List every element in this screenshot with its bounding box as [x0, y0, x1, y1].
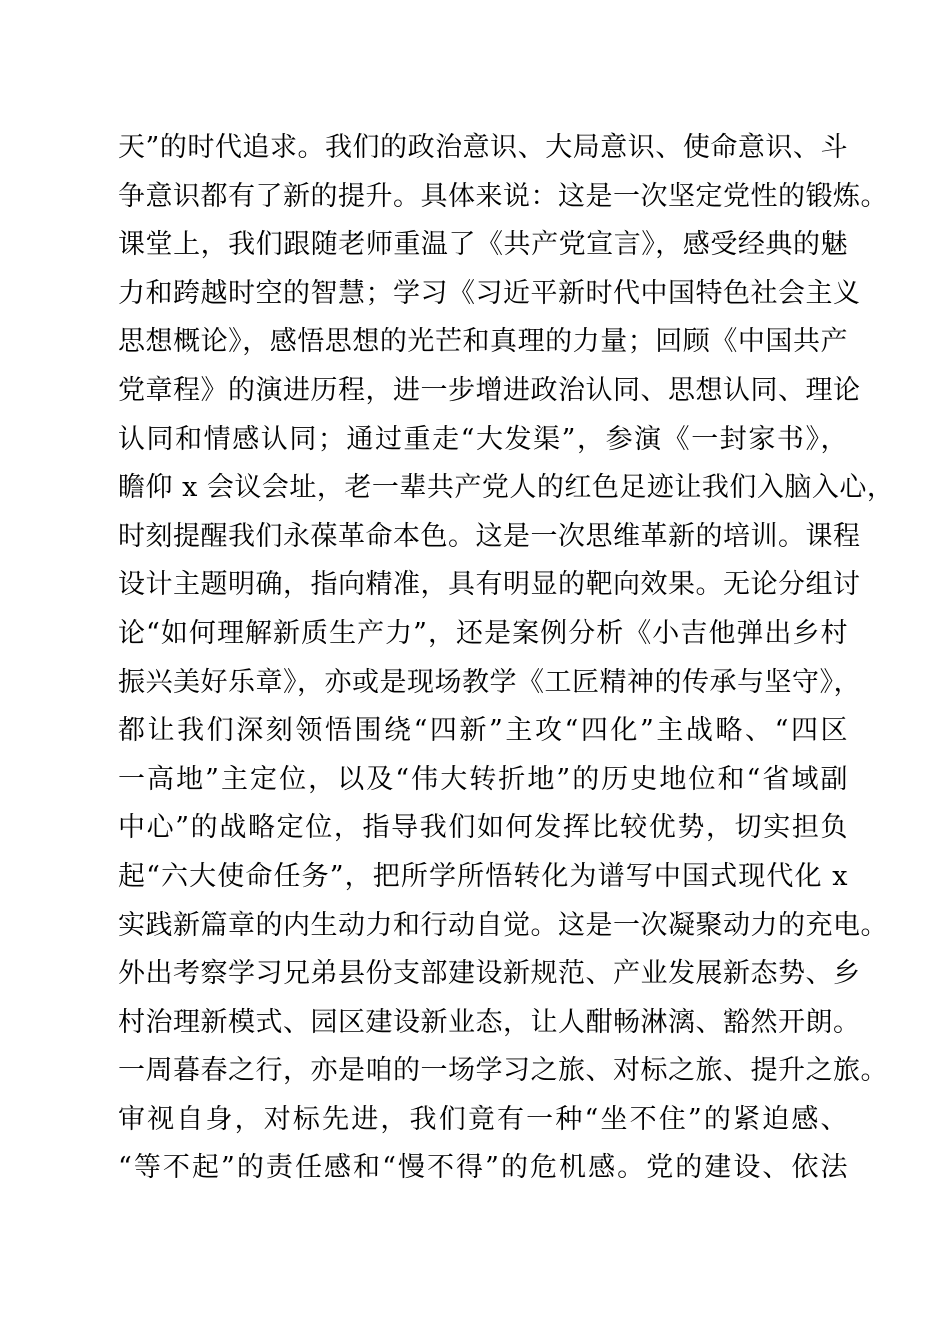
- text-line: 振兴美好乐章》，亦或是现场教学《工匠精神的传承与坚守》，: [118, 666, 861, 698]
- text-line: 设计主题明确，指向精准，具有明显的靶向效果。无论分组讨: [118, 569, 861, 601]
- text-line: 中心”的战略定位，指导我们如何发挥比较优势，切实担负: [118, 812, 848, 844]
- text-line: 天”的时代追求。我们的政治意识、大局意识、使命意识、斗: [118, 132, 848, 163]
- text-line: 一周暮春之行，亦是咱的一场学习之旅、对标之旅、提升之旅。: [118, 1055, 888, 1087]
- text-line: 瞻仰 x 会议会址，老一辈共产党人的红色足迹让我们入脑入心，: [118, 472, 895, 504]
- text-line: 村治理新模式、园区建设新业态，让人酣畅淋漓、豁然开朗。: [118, 1006, 861, 1038]
- text-line: 都让我们深刻领悟围绕“四新”主攻“四化”主战略、“四区: [118, 715, 848, 747]
- text-line: 争意识都有了新的提升。具体来说：这是一次坚定党性的锻炼。: [118, 180, 888, 212]
- text-line: 力和跨越时空的智慧；学习《习近平新时代中国特色社会主义: [118, 277, 861, 309]
- text-line: 时刻提醒我们永葆革命本色。这是一次思维革新的培训。课程: [118, 520, 861, 552]
- text-line: 起“六大使命任务”，把所学所悟转化为谱写中国式现代化 x: [118, 860, 848, 892]
- body-text: [118, 124, 895, 1193]
- text-line: 审视自身，对标先进，我们竟有一种“坐不住”的紧迫感、: [118, 1103, 848, 1135]
- text-line: 思想概论》，感悟思想的光芒和真理的力量；回顾《中国共产: [118, 326, 848, 358]
- text-line: 实践新篇章的内生动力和行动自觉。这是一次凝聚动力的充电。: [118, 909, 888, 941]
- text-line: 认同和情感认同；通过重走“大发渠”，参演《一封家书》，: [118, 423, 848, 455]
- text-line: 课堂上，我们跟随老师重温了《共产党宣言》，感受经典的魅: [118, 229, 848, 261]
- text-line: 论“如何理解新质生产力”，还是案例分析《小吉他弹出乡村: [118, 617, 848, 649]
- text-line: 外出考察学习兄弟县份支部建设新规范、产业发展新态势、乡: [118, 958, 861, 990]
- text-line: “等不起”的责任感和“慢不得”的危机感。党的建设、依法: [118, 1152, 848, 1184]
- text-line: 一高地”主定位，以及“伟大转折地”的历史地位和“省域副: [118, 763, 848, 795]
- text-line: 党章程》的演进历程，进一步增进政治认同、思想认同、理论: [118, 374, 861, 406]
